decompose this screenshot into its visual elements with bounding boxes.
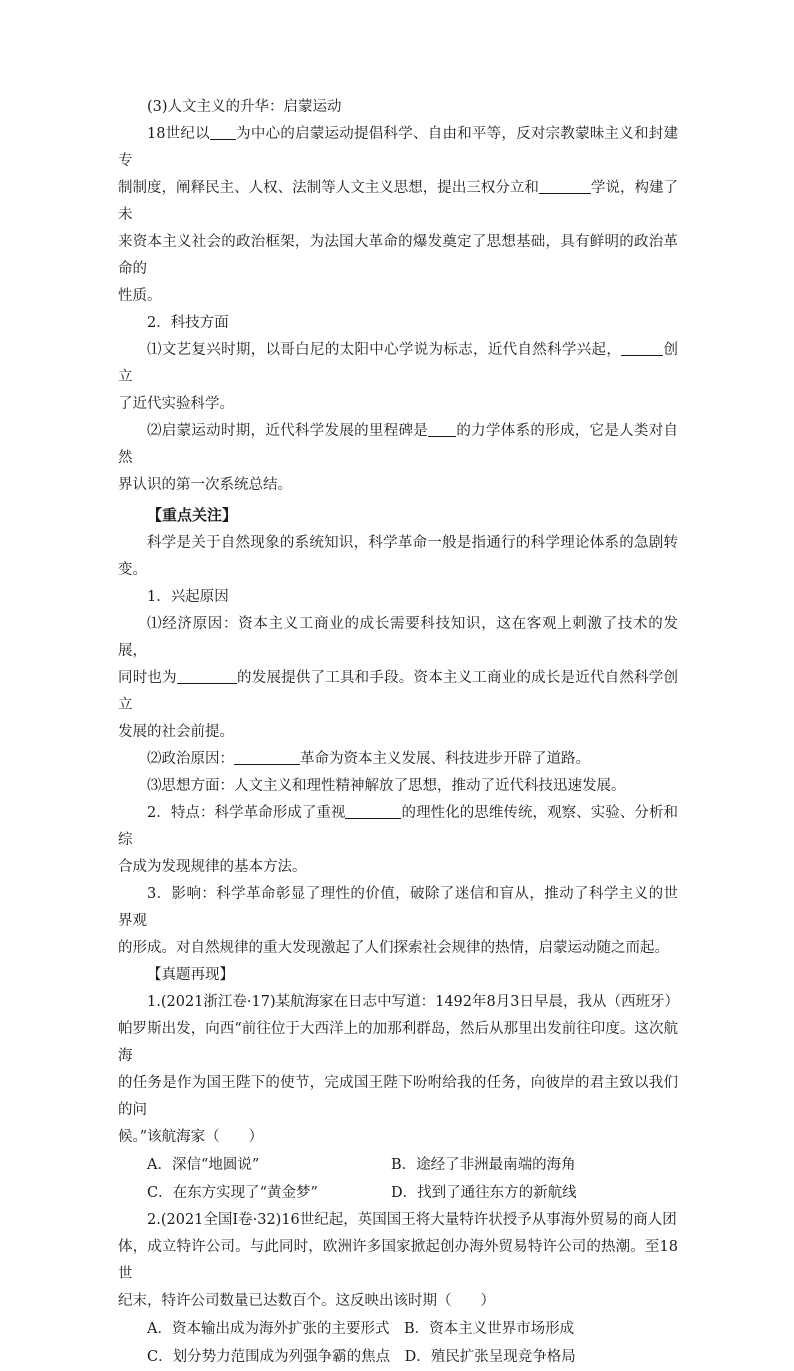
page-content: [118, 94, 678, 1371]
text-run: 革命为资本主义发展、科技进步开辟了道路。: [300, 751, 590, 767]
paragraph-enlightenment-cont: 性质。: [118, 288, 162, 304]
text-run: ⑵政治原因：: [147, 751, 234, 767]
paragraph-tech-1-cont: 了近代实验科学。: [118, 396, 234, 412]
paragraph-tech-1: [118, 337, 678, 391]
paragraph-cause-economic-cont: [118, 665, 678, 719]
section-title-technology: 2．科技方面: [147, 315, 229, 331]
text-run: 制制度，阐释民主、人权、法制等人文主义思想，提出三权分立和: [118, 180, 539, 196]
question-1-cont: 的任务是作为国王陛下的使节，完成国王陛下吩咐给我的任务，向彼岸的君主致以我们的问: [118, 1075, 678, 1118]
paragraph-impact-cont: 的形成。对自然规律的重大发现激起了人们探索社会规律的热情，启蒙运动随之而起。: [118, 940, 669, 956]
fill-blank[interactable]: [234, 749, 300, 765]
text-run: 18世纪以: [147, 126, 210, 142]
paragraph-cause-economic: ⑴经济原因：资本主义工商业的成长需要科技知识，这在客观上刺激了技术的发展，: [118, 616, 678, 659]
fill-blank[interactable]: [428, 421, 456, 437]
text-run: 的理性化的思维传统，观察、实验、分析和综: [118, 805, 678, 848]
text-run: ⑵启蒙运动时期，近代科学发展的里程碑是: [147, 423, 429, 439]
question-2-options-row-1[interactable]: A．资本输出成为海外扩张的主要形式 B．资本主义世界市场形成: [147, 1321, 575, 1337]
question-2-cont: 体，成立特许公司。与此同时，欧洲许多国家掀起创办海外贸易特许公司的热潮。至18世: [118, 1239, 678, 1282]
fill-blank[interactable]: [177, 668, 237, 684]
option-a[interactable]: A．深信“地圆说”: [147, 1157, 260, 1173]
real-exam-heading: 【真题再现】: [147, 967, 234, 983]
question-1-options-row-2: [118, 1179, 678, 1207]
question-1-options-row-1: [118, 1151, 678, 1179]
option-d[interactable]: D．找到了通往东方的新航线: [391, 1185, 577, 1201]
focus-intro: 科学是关于自然现象的系统知识，科学革命一般是指通行的科学理论体系的急剧转变。: [118, 535, 678, 578]
question-1: 1.(2021浙江卷·17)某航海家在日志中写道：1492年8月3日早晨，我从（西班牙）: [147, 994, 679, 1010]
question-2-options-row-2[interactable]: C．划分势力范围成为列强争霸的焦点 D．殖民扩张呈现竞争格局: [147, 1349, 576, 1365]
paragraph-enlightenment: [118, 121, 678, 175]
paragraph-cause-political: [118, 746, 678, 773]
paragraph-tech-2: [118, 418, 678, 472]
question-2-cont: 纪末，特许公司数量已达数百个。这反映出该时期（ ）: [118, 1293, 495, 1309]
paragraph-cause-ideological: ⑶思想方面：人文主义和理性精神解放了思想，推动了近代科技迅速发展。: [147, 778, 626, 794]
section-title-causes: 1．兴起原因: [147, 589, 229, 605]
fill-blank[interactable]: [621, 340, 663, 356]
text-run: 创立: [118, 342, 679, 385]
paragraph-tech-2-cont: 界认识的第一次系统总结。: [118, 477, 292, 493]
fill-blank[interactable]: [210, 124, 236, 140]
text-run: 2．特点：科学革命形成了重视: [147, 805, 346, 821]
text-run: 的发展提供了工具和手段。资本主义工商业的成长是近代自然科学创立: [118, 670, 679, 713]
option-c[interactable]: C．在东方实现了“黄金梦”: [147, 1185, 318, 1201]
paragraph-impact: 3．影响：科学革命彰显了理性的价值，破除了迷信和盲从，推动了科学主义的世界观: [118, 886, 678, 929]
question-2: 2.(2021全国Ⅰ卷·32)16世纪起，英国国王将大量特许状授予从事海外贸易的商人团: [147, 1212, 677, 1228]
fill-blank[interactable]: [539, 178, 591, 194]
paragraph-features-cont: 合成为发现规律的基本方法。: [118, 859, 307, 875]
option-b[interactable]: B．途经了非洲最南端的海角: [391, 1157, 576, 1173]
paragraph-enlightenment-cont: 来资本主义社会的政治框架，为法国大革命的爆发奠定了思想基础，具有鲜明的政治革命的: [118, 234, 678, 277]
text-run: 学说，构建了未: [118, 180, 679, 223]
paragraph-enlightenment-cont: [118, 175, 678, 229]
question-1-cont: 候。”该航海家（ ）: [118, 1129, 264, 1145]
section-title-enlightenment: (3)人文主义的升华：启蒙运动: [147, 99, 342, 115]
text-run: 同时也为: [118, 670, 177, 686]
text-run: 的力学体系的形成，它是人类对自然: [118, 423, 679, 466]
text-run: ⑴文艺复兴时期，以哥白尼的太阳中心学说为标志，近代自然科学兴起，: [147, 342, 622, 358]
text-run: 为中心的启蒙运动提倡科学、自由和平等，反对宗教蒙昧主义和封建专: [118, 126, 679, 169]
fill-blank[interactable]: [345, 803, 401, 819]
paragraph-cause-economic-cont: 发展的社会前提。: [118, 724, 234, 740]
paragraph-features: [118, 800, 678, 854]
question-1-cont: 帕罗斯出发，向西“前往位于大西洋上的加那利群岛，然后从那里出发前往印度。这次航海: [118, 1021, 678, 1064]
focus-heading: 【重点关注】: [147, 506, 238, 524]
